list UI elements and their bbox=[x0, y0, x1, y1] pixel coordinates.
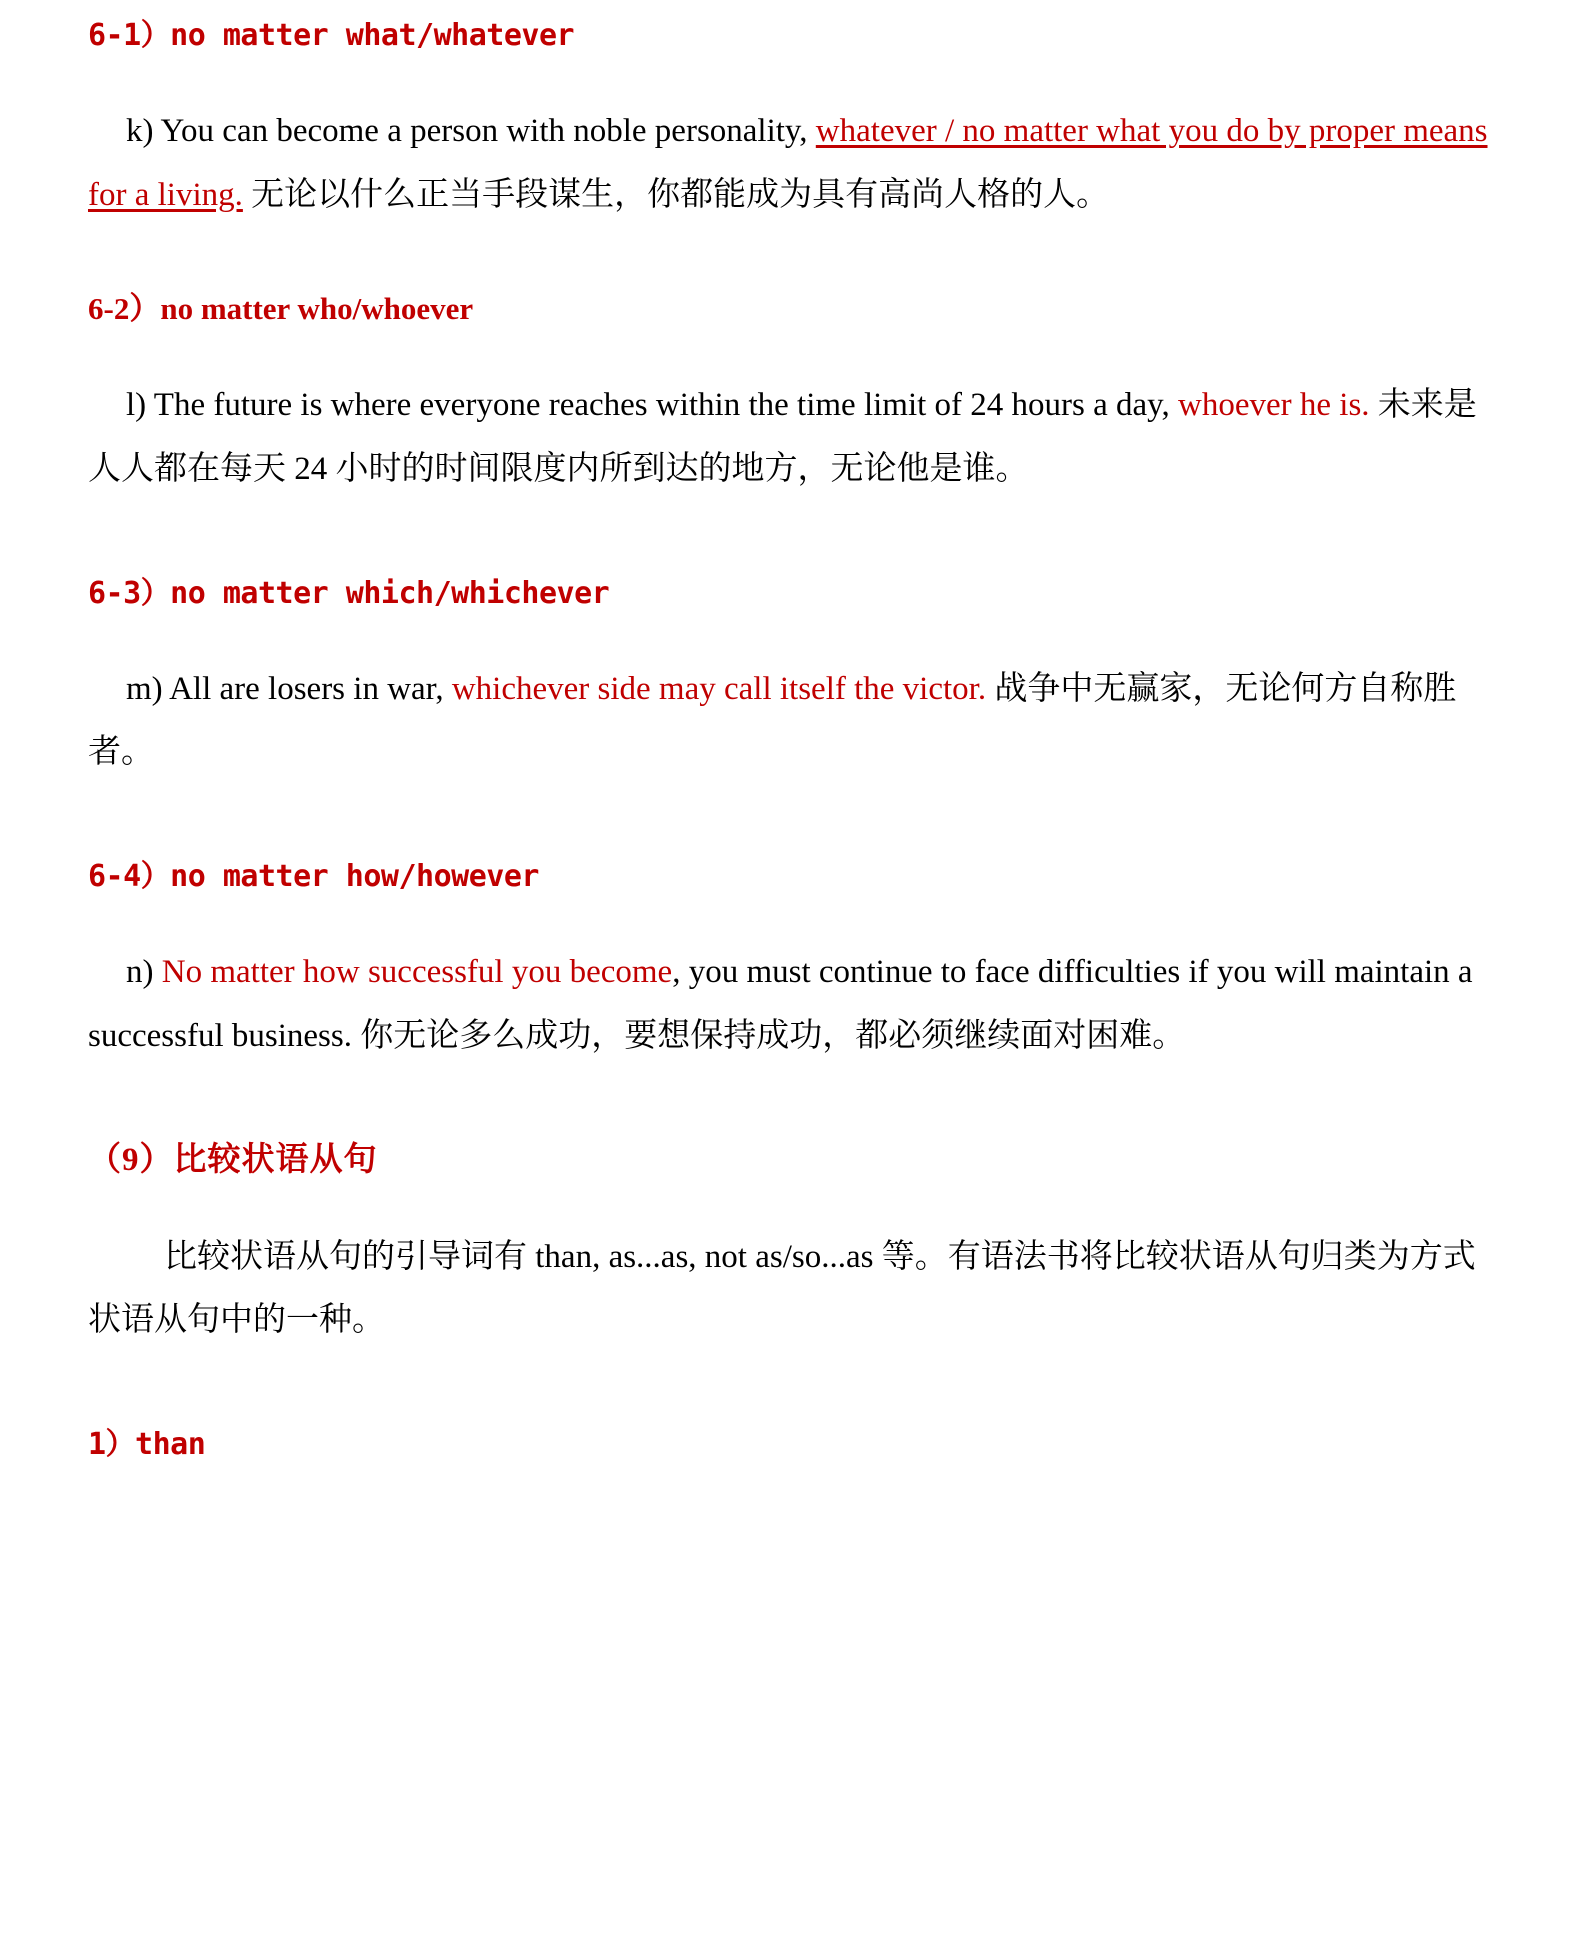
spacer bbox=[88, 227, 1499, 283]
paragraph-k-translation: 无论以什么正当手段谋生，你都能成为具有高尚人格的人。 bbox=[242, 176, 1110, 213]
section-heading-6-1: 6-1）no matter what/whatever bbox=[88, 18, 575, 53]
paragraph-n bbox=[88, 941, 1499, 1068]
paragraph-m-intro: m) All are losers in war, bbox=[126, 670, 452, 707]
paragraph-k bbox=[88, 100, 1499, 227]
section-heading-6-2: 6-2）no matter who/whoever bbox=[88, 291, 474, 327]
paragraph-l-intro: l) The future is where everyone reaches within the time limit of 24 hours a day, bbox=[126, 387, 1179, 424]
paragraph-l-red: whoever he is. bbox=[1178, 387, 1370, 424]
spacer bbox=[88, 54, 1499, 100]
section-heading-6-4: 6-4）no matter how/however bbox=[88, 859, 539, 895]
paragraph-m-translation: 战争中无赢家，无论何方自称胜者。 bbox=[88, 670, 1457, 771]
paragraph-n-black: , you must continue to face difficulties if you will maintain a successful business. bbox=[88, 954, 1473, 1054]
spacer bbox=[88, 785, 1499, 841]
paragraph-m bbox=[88, 658, 1499, 785]
section-heading-1-than: 1）than bbox=[88, 1426, 206, 1462]
paragraph-m-red: whichever side may call itself the victor. bbox=[451, 670, 987, 707]
paragraph-k-red-underline: whatever / no matter what you do by proper means for a living. bbox=[88, 113, 1488, 213]
spacer bbox=[88, 1069, 1499, 1133]
paragraph-n-red: No matter how successful you become bbox=[161, 954, 673, 991]
section-heading-6-3: 6-3）no matter which/whichever bbox=[88, 575, 610, 611]
paragraph-comparative-intro bbox=[88, 1226, 1499, 1353]
paragraph-comparative-text: 比较状语从句的引导词有 than, as...as, not as/so...as 等。有语法书将比较状语从句归类为方式状语从句中的一种。 bbox=[88, 1238, 1476, 1339]
paragraph-n-translation: 你无论多么成功，要想保持成功，都必须继续面对困难。 bbox=[351, 1017, 1186, 1054]
spacer bbox=[88, 895, 1499, 941]
spacer bbox=[88, 1180, 1499, 1226]
spacer bbox=[88, 328, 1499, 374]
spacer bbox=[88, 502, 1499, 558]
paragraph-l-translation: 未来是人人都在每天 24 小时的时间限度内所到达的地方，无论他是谁。 bbox=[88, 387, 1477, 488]
section-heading-9: （9）比较状语从句 bbox=[88, 1141, 378, 1178]
paragraph-l bbox=[88, 374, 1499, 501]
paragraph-n-label: n) bbox=[126, 954, 162, 991]
spacer bbox=[88, 612, 1499, 658]
spacer bbox=[88, 1353, 1499, 1409]
paragraph-k-intro: k) You can become a person with noble personality, bbox=[126, 113, 816, 149]
